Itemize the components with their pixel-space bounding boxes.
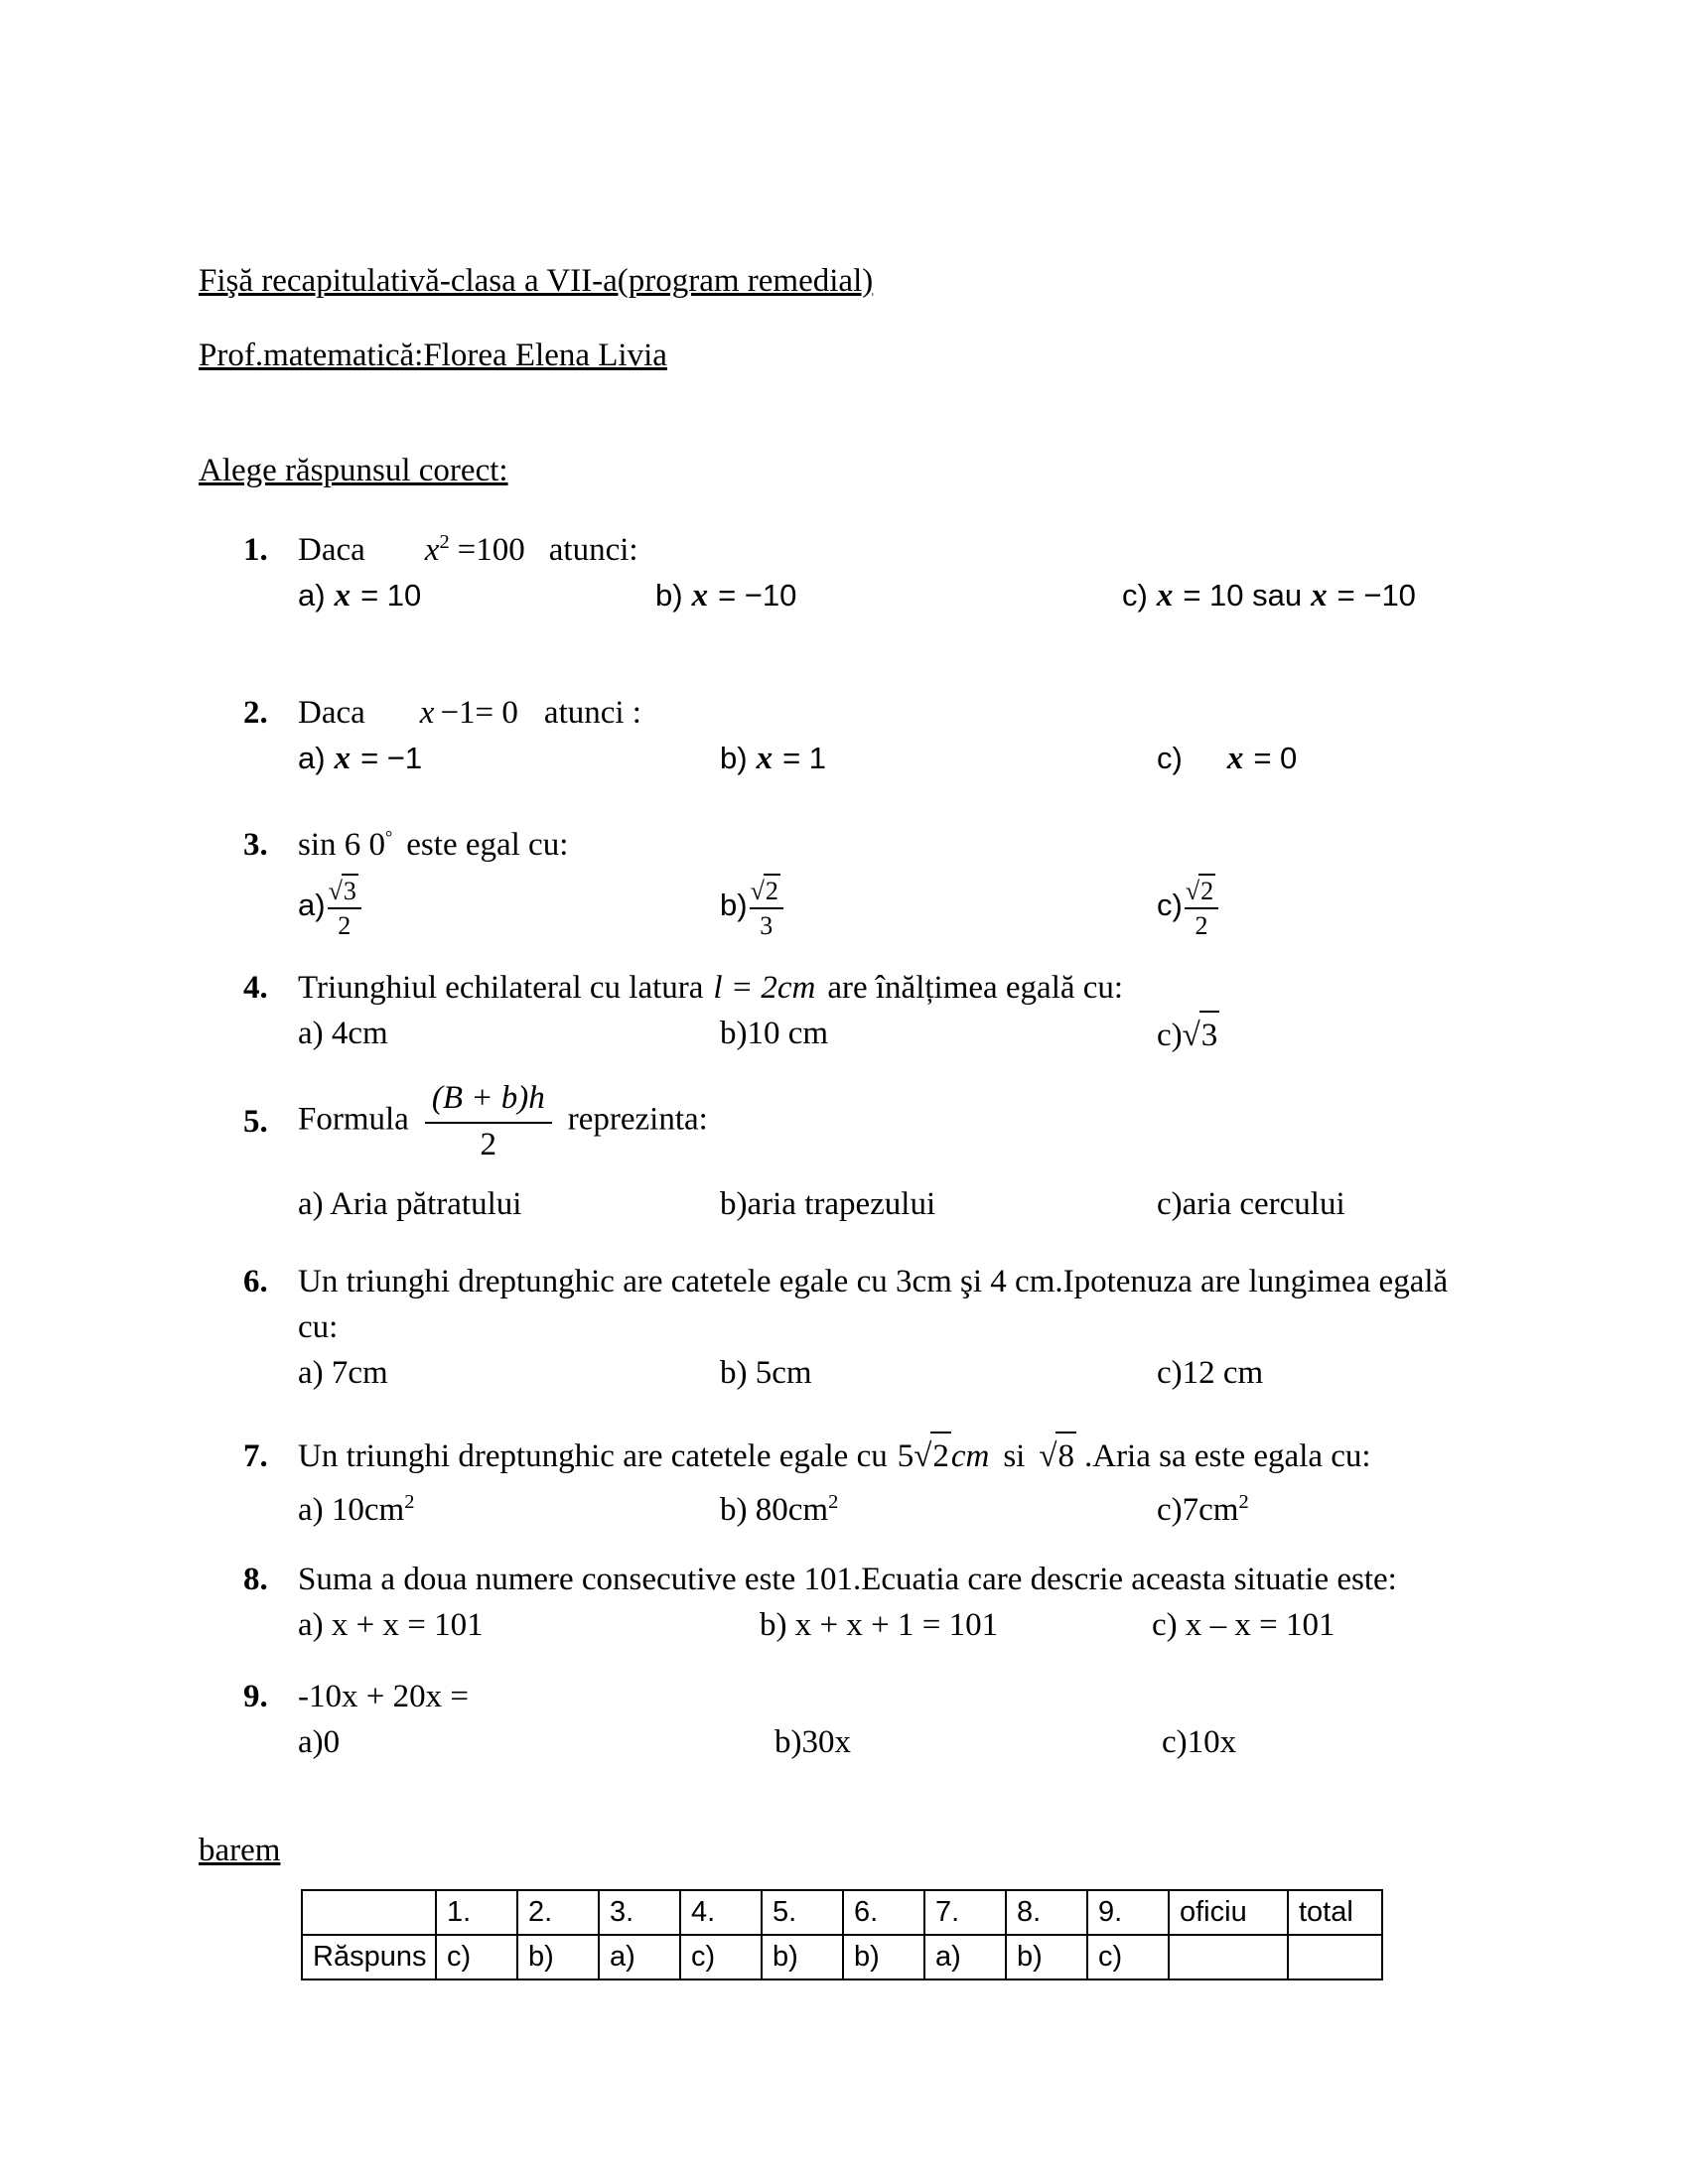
math-equation: −1= 0 — [440, 695, 518, 731]
exponent: 2 — [404, 1491, 415, 1513]
question-stem — [298, 1432, 1574, 1479]
sqrt-sign: √ — [328, 877, 342, 905]
stem-line-2: cu: — [298, 1309, 339, 1345]
option-b — [720, 736, 1157, 781]
stem-tail: are înălțimea egală cu: — [827, 970, 1124, 1006]
option-b — [720, 1350, 1157, 1396]
sqrt-sign: √ — [1182, 1018, 1199, 1053]
option-value: 10 cm — [747, 1016, 829, 1051]
question-1 — [243, 519, 1574, 618]
coefficient: 5 — [897, 1438, 914, 1474]
math-variable: x — [1156, 578, 1174, 614]
table-cell: b) — [517, 1935, 599, 1979]
table-cell: a) — [599, 1935, 680, 1979]
math-variable: x — [424, 532, 440, 568]
question-stem: Suma a doua numere consecutive este 101.Ecuatia care descrie aceasta situatie este: — [298, 1562, 1397, 1597]
stem-tail: reprezinta: — [567, 1101, 708, 1138]
option-c — [1157, 1479, 1574, 1533]
option-c — [1162, 1719, 1574, 1765]
table-cell: c) — [1087, 1935, 1169, 1979]
fraction — [328, 874, 361, 941]
denominator: 3 — [760, 911, 774, 941]
section-heading: Alege răspunsul corect: — [199, 453, 508, 488]
question-stem — [298, 519, 1574, 573]
option-a — [298, 1479, 720, 1533]
math-variable: x — [419, 695, 435, 731]
option-label: b) — [720, 887, 748, 922]
option-value: 80cm — [747, 1492, 829, 1528]
math-variable: x — [1311, 578, 1328, 614]
option-label: a) — [298, 1355, 324, 1391]
question-stem — [298, 690, 1574, 736]
denominator: 2 — [480, 1126, 497, 1162]
table-cell: 9. — [1087, 1890, 1169, 1935]
option-b — [655, 573, 1122, 618]
stem-tail: atunci: — [548, 532, 638, 568]
option-label: b) — [720, 1186, 748, 1222]
barem-table — [301, 1889, 1383, 1980]
exponent: 2 — [828, 1491, 839, 1513]
stem-tail: atunci : — [543, 695, 641, 731]
question-number: 8. — [243, 1562, 268, 1597]
option-b — [720, 1479, 1157, 1533]
option-label: a) — [298, 1016, 324, 1051]
sqrt-sign: √ — [914, 1438, 931, 1474]
question-stem — [298, 1259, 1574, 1350]
option-label: b) — [720, 1016, 748, 1051]
option-c — [1122, 573, 1574, 618]
table-cell: 1. — [436, 1890, 517, 1935]
question-6 — [243, 1259, 1574, 1396]
option-c — [1152, 1602, 1574, 1648]
option-value: 5cm — [747, 1355, 812, 1391]
option-label: c) — [1157, 1492, 1183, 1528]
option-a — [298, 1602, 760, 1648]
option-value: 7cm — [323, 1355, 388, 1391]
table-cell: 5. — [762, 1890, 843, 1935]
question-number: 3. — [243, 827, 268, 863]
option-a — [298, 1181, 720, 1227]
option-label: b) — [720, 1492, 748, 1528]
option-label: b) — [760, 1607, 787, 1643]
table-cell — [302, 1890, 436, 1935]
option-value: = 10 — [360, 578, 422, 613]
option-label: b) — [720, 1355, 748, 1391]
barem-heading: barem — [199, 1833, 281, 1868]
option-label: c) — [1157, 887, 1183, 922]
option-value: 4cm — [323, 1016, 388, 1051]
table-cell: a) — [924, 1935, 1006, 1979]
option-label: c) — [1157, 741, 1183, 775]
option-b — [774, 1719, 1162, 1765]
question-9 — [243, 1674, 1574, 1765]
option-value: 30x — [801, 1724, 851, 1760]
table-cell: c) — [680, 1935, 762, 1979]
question-number: 4. — [243, 970, 268, 1006]
option-value: = 10 sau — [1183, 578, 1303, 613]
question-4 — [243, 965, 1574, 1058]
table-cell — [1169, 1935, 1288, 1979]
math-variable: x — [1226, 741, 1244, 776]
fraction — [425, 1078, 552, 1165]
page-title: Fişă recapitulativă-clasa a VII-a(program remedial) — [199, 263, 874, 299]
stem-text: sin 6 0 — [298, 827, 386, 863]
sqrt-sign: √ — [1185, 877, 1199, 905]
option-value: 10x — [1187, 1724, 1237, 1760]
option-c — [1157, 1011, 1574, 1058]
numerator: (B + b)h — [425, 1078, 552, 1123]
table-cell: oficiu — [1169, 1890, 1288, 1935]
table-cell: 6. — [843, 1890, 924, 1935]
option-a — [298, 736, 720, 781]
option-label: a) — [298, 1724, 324, 1760]
option-value: 10cm — [323, 1492, 405, 1528]
option-label: a) — [298, 578, 326, 613]
radicand: 8 — [1055, 1432, 1076, 1479]
question-stem — [298, 1078, 1574, 1165]
question-8 — [243, 1557, 1574, 1648]
question-3 — [243, 814, 1574, 941]
option-a — [298, 1011, 720, 1058]
option-b — [760, 1602, 1152, 1648]
table-cell: 4. — [680, 1890, 762, 1935]
table-cell: 8. — [1006, 1890, 1087, 1935]
denominator: 2 — [1195, 911, 1208, 941]
sqrt-sign: √ — [1039, 1438, 1056, 1474]
question-stem: -10x + 20x = — [298, 1679, 469, 1714]
option-value: = −10 — [718, 578, 797, 613]
question-5 — [243, 1074, 1574, 1227]
option-label: a) — [298, 1607, 324, 1643]
math-variable: x — [691, 578, 709, 614]
table-header-row — [302, 1890, 1382, 1935]
option-label: a) — [298, 741, 326, 775]
option-label: c) — [1157, 1186, 1183, 1222]
radicand: 2 — [764, 874, 780, 906]
sqrt-expression — [898, 1432, 990, 1479]
option-a — [298, 1350, 720, 1396]
page-subtitle: Prof.matematică:Florea Elena Livia — [199, 338, 667, 373]
option-value: aria cercului — [1182, 1186, 1345, 1222]
option-value: 12 cm — [1182, 1355, 1264, 1391]
table-cell: 2. — [517, 1890, 599, 1935]
option-label: a) — [298, 1186, 324, 1222]
question-stem — [298, 814, 1574, 868]
question-number: 5. — [243, 1103, 268, 1140]
table-cell: c) — [436, 1935, 517, 1979]
exponent: 2 — [1238, 1491, 1249, 1513]
fraction — [1185, 874, 1218, 941]
radicand: 2 — [930, 1432, 951, 1479]
table-answer-row — [302, 1935, 1382, 1979]
option-value: 0 — [323, 1724, 341, 1760]
option-label: c) — [1152, 1607, 1178, 1643]
option-label: b) — [720, 741, 748, 775]
stem-text: Triunghiul echilateral cu latura — [298, 970, 704, 1006]
question-2 — [243, 690, 1574, 781]
math-variable: x — [334, 578, 352, 614]
sqrt-expression — [1039, 1432, 1076, 1479]
table-cell: Răspuns — [302, 1935, 436, 1979]
table-cell: 3. — [599, 1890, 680, 1935]
question-number: 1. — [243, 532, 268, 568]
question-number: 9. — [243, 1679, 268, 1714]
stem-text: Daca — [298, 695, 365, 731]
table-cell: total — [1288, 1890, 1382, 1935]
math-variable: x — [334, 741, 352, 776]
question-number: 6. — [243, 1264, 268, 1299]
stem-tail: .Aria sa este egala cu: — [1083, 1438, 1371, 1474]
question-7 — [243, 1432, 1574, 1533]
option-c — [1157, 874, 1574, 941]
degree-symbol: ° — [385, 827, 393, 847]
table-cell: 7. — [924, 1890, 1006, 1935]
option-label: c) — [1122, 578, 1148, 613]
option-label: c) — [1157, 1355, 1183, 1391]
option-label: a) — [298, 1492, 324, 1528]
option-value: = −10 — [1336, 578, 1416, 613]
option-value: x + x + 1 = 101 — [786, 1607, 999, 1643]
option-value: = −1 — [360, 741, 423, 775]
sqrt-sign: √ — [750, 877, 764, 905]
question-stem — [298, 965, 1574, 1011]
stem-text: Formula — [298, 1101, 409, 1138]
stem-line-1: Un triunghi dreptunghic are catetele egale cu 3cm şi 4 cm.Ipotenuza are lungimea egală — [298, 1264, 1449, 1299]
option-value: aria trapezului — [747, 1186, 936, 1222]
option-value: x + x = 101 — [323, 1607, 484, 1643]
option-value: 7cm — [1182, 1492, 1239, 1528]
math-expression: l = 2cm — [713, 970, 816, 1006]
sqrt-expression — [1183, 1011, 1220, 1058]
table-cell: b) — [762, 1935, 843, 1979]
table-cell — [1288, 1935, 1382, 1979]
stem-text: Un triunghi dreptunghic are catetele egale cu — [298, 1438, 888, 1474]
stem-text: si — [1003, 1438, 1026, 1474]
radicand: 3 — [342, 874, 358, 906]
option-value: = 0 — [1253, 741, 1298, 775]
radicand: 3 — [1199, 1011, 1220, 1058]
math-exponent: 2 — [439, 531, 450, 553]
table-cell: b) — [843, 1935, 924, 1979]
option-a — [298, 874, 720, 941]
unit: cm — [950, 1438, 990, 1474]
option-c — [1157, 1350, 1574, 1396]
option-a — [298, 1719, 774, 1765]
option-b — [720, 874, 1157, 941]
option-label: c) — [1162, 1724, 1188, 1760]
option-b — [720, 1011, 1157, 1058]
fraction — [750, 874, 783, 941]
option-label: b) — [774, 1724, 802, 1760]
option-value: x – x = 101 — [1177, 1607, 1336, 1643]
option-label: a) — [298, 887, 326, 922]
option-value: = 1 — [782, 741, 827, 775]
stem-tail: este egal cu: — [406, 827, 569, 863]
option-c — [1157, 1181, 1574, 1227]
math-equation: =100 — [457, 532, 525, 568]
option-a — [298, 573, 655, 618]
stem-text: Daca — [298, 532, 365, 568]
option-label: c) — [1157, 1018, 1183, 1053]
denominator: 2 — [338, 911, 352, 941]
option-c — [1157, 736, 1574, 781]
radicand: 2 — [1198, 874, 1215, 906]
table-cell: b) — [1006, 1935, 1087, 1979]
question-number: 7. — [243, 1438, 268, 1474]
question-number: 2. — [243, 695, 268, 731]
math-variable: x — [756, 741, 774, 776]
option-label: b) — [655, 578, 683, 613]
option-value: Aria pătratului — [323, 1186, 522, 1222]
option-b — [720, 1181, 1157, 1227]
